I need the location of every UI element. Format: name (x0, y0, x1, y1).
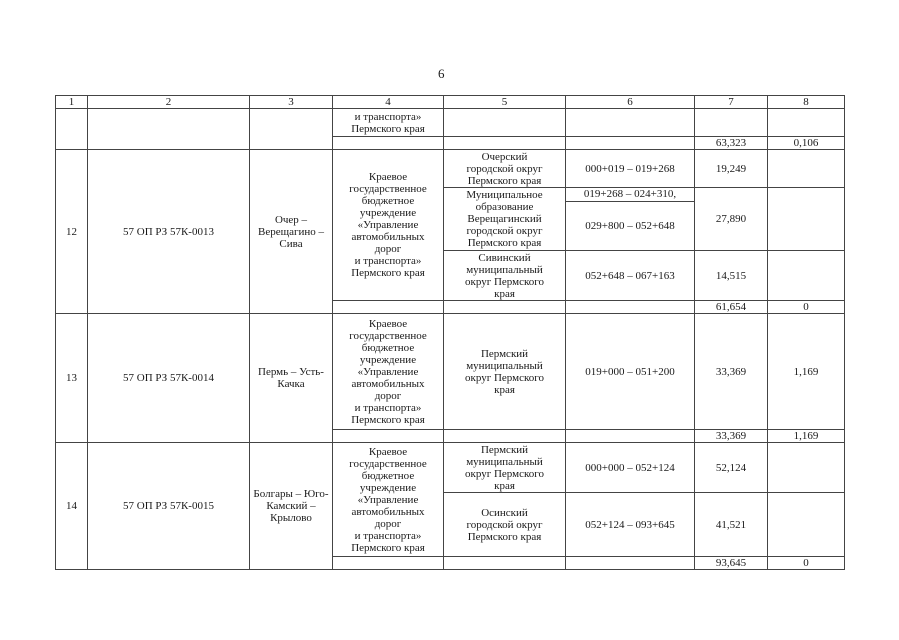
empty-cell (444, 109, 566, 137)
total-extra: 0,106 (768, 137, 845, 150)
header-cell: 3 (250, 96, 333, 109)
empty-cell (566, 557, 695, 570)
total-extra: 1,169 (768, 430, 845, 443)
empty-cell (88, 109, 250, 150)
range-cell (566, 188, 695, 251)
total-length: 61,654 (695, 301, 768, 314)
owner-cell: и транспорта» Пермского края (333, 109, 444, 137)
header-cell: 5 (444, 96, 566, 109)
extra-cell (768, 150, 845, 188)
row-number: 13 (56, 314, 88, 443)
district-cell: Муниципальное образование Верещагинский городской округ Пермского края (444, 188, 566, 251)
header-cell: 1 (56, 96, 88, 109)
district-cell: Осинский городской округ Пермского края (444, 493, 566, 557)
table-row (56, 443, 845, 493)
extra-cell (768, 188, 845, 251)
district-cell: Очерский городской округ Пермского края (444, 150, 566, 188)
range-cell: 019+000 – 051+200 (566, 314, 695, 430)
page-number: 6 (438, 66, 445, 81)
owner-cell: Краевое государственное бюджетное учреждение «Управление автомобильных дорог и транспорта» Пермского края (333, 443, 444, 557)
extra-cell: 1,169 (768, 314, 845, 430)
empty-cell (333, 557, 444, 570)
header-cell: 2 (88, 96, 250, 109)
row-number: 14 (56, 443, 88, 570)
road-code: 57 ОП РЗ 57К-0014 (88, 314, 250, 443)
length-cell: 27,890 (695, 188, 768, 251)
empty-cell (695, 109, 768, 137)
owner-cell: Краевое государственное бюджетное учреждение «Управление автомобильных дорог и транспорта» Пермского края (333, 150, 444, 301)
table-row (56, 150, 845, 188)
range-part: 019+268 – 024+310, (566, 188, 694, 202)
extra-cell (768, 493, 845, 557)
road-name: Пермь – Усть- Качка (250, 314, 333, 443)
length-cell: 19,249 (695, 150, 768, 188)
range-cell: 000+019 – 019+268 (566, 150, 695, 188)
road-code: 57 ОП РЗ 57К-0015 (88, 443, 250, 570)
range-cell: 000+000 – 052+124 (566, 443, 695, 493)
empty-cell (444, 137, 566, 150)
total-length: 93,645 (695, 557, 768, 570)
empty-cell (444, 557, 566, 570)
header-cell: 4 (333, 96, 444, 109)
road-name: Болгары – Юго- Камский – Крылово (250, 443, 333, 570)
length-cell: 14,515 (695, 251, 768, 301)
header-row (56, 96, 845, 109)
total-extra: 0 (768, 301, 845, 314)
range-cell: 052+648 – 067+163 (566, 251, 695, 301)
header-cell: 8 (768, 96, 845, 109)
owner-cell: Краевое государственное бюджетное учреждение «Управление автомобильных дорог и транспорта» Пермского края (333, 314, 444, 430)
empty-cell (566, 109, 695, 137)
district-cell: Пермский муниципальный округ Пермского края (444, 443, 566, 493)
extra-cell (768, 443, 845, 493)
district-cell: Сивинский муниципальный округ Пермского края (444, 251, 566, 301)
empty-cell (566, 301, 695, 314)
continuation-row (56, 109, 845, 137)
row-number: 12 (56, 150, 88, 314)
total-extra: 0 (768, 557, 845, 570)
empty-cell (250, 109, 333, 150)
empty-cell (566, 137, 695, 150)
empty-cell (56, 109, 88, 150)
road-code: 57 ОП РЗ 57К-0013 (88, 150, 250, 314)
roads-table (55, 95, 845, 570)
header-cell: 7 (695, 96, 768, 109)
empty-cell (444, 430, 566, 443)
extra-cell (768, 251, 845, 301)
empty-cell (444, 301, 566, 314)
empty-cell (566, 430, 695, 443)
empty-cell (333, 301, 444, 314)
empty-cell (333, 137, 444, 150)
total-length: 63,323 (695, 137, 768, 150)
empty-cell (333, 430, 444, 443)
empty-cell (768, 109, 845, 137)
total-length: 33,369 (695, 430, 768, 443)
range-cell: 052+124 – 093+645 (566, 493, 695, 557)
road-name: Очер – Верещагино – Сива (250, 150, 333, 314)
length-cell: 33,369 (695, 314, 768, 430)
table-row (56, 314, 845, 430)
range-part: 029+800 – 052+648 (585, 220, 675, 232)
length-cell: 52,124 (695, 443, 768, 493)
district-cell: Пермский муниципальный округ Пермского края (444, 314, 566, 430)
header-cell: 6 (566, 96, 695, 109)
length-cell: 41,521 (695, 493, 768, 557)
